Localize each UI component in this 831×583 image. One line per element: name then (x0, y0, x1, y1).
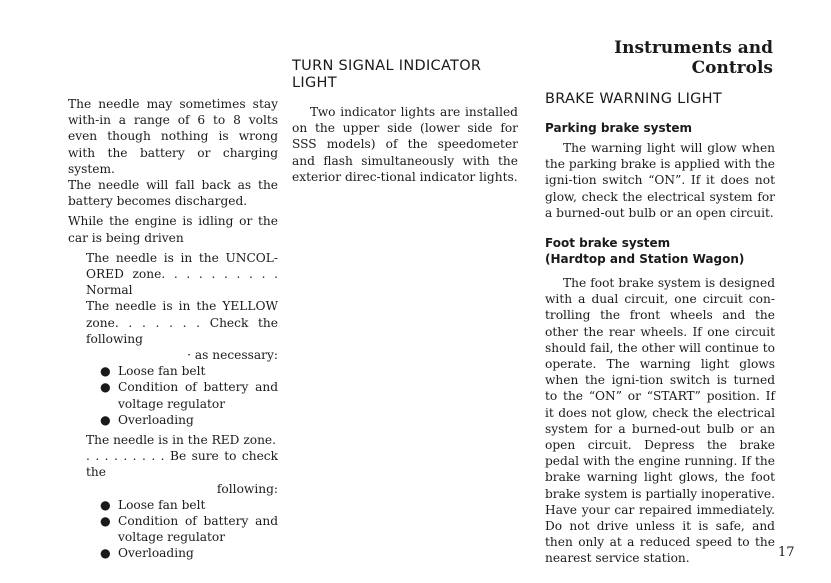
page-number: 17 (778, 545, 795, 560)
chapter-title: Instruments and Controls (614, 38, 773, 78)
bullet-icon: ● (100, 364, 111, 379)
middle-column (292, 58, 518, 185)
red-zone-instruction: . . . . . . . . . Be sure to check the (86, 449, 278, 480)
turn-signal-paragraph: Two indicator lights are installed on the upper side (lower side for SSS models) of the speedometer and flash simultaneously with the exterior direc-tional indicator lights. (292, 105, 518, 184)
right-column (545, 38, 775, 567)
bullet-icon: ● (100, 380, 111, 395)
brake-warning-heading: BRAKE WARNING LIGHT (545, 91, 723, 107)
foot-brake-subheading: (Hardtop and Station Wagon) (545, 252, 745, 267)
parking-brake-heading: Parking brake system (545, 121, 692, 135)
voltmeter-note-paragraph: The needle may sometimes stay with-in a range of 6 to 8 volts even though nothing is wrong with the battery or charging system. (68, 97, 278, 176)
list-item: ● Loose fan belt (100, 497, 206, 512)
foot-brake-paragraph: The foot brake system is designed with a dual circuit, one circuit con-trolling the front wheels and the other the rear wheels. If one circuit should fail, the other will continue to operate. The warning light glows when the igni-tion switch is turned to the “ON” or “START” position. If it does not glow, check the electrical system for a burned-out bulb or an open circuit. Depress the brake pedal with the engine running. If the brake warning light glows, the foot brake system is partially inoperative. Have your car repaired immediately. Do not drive unless it is safe, and then only at a reduced speed to the nearest service station. (545, 276, 775, 566)
list-item: ● Condition of battery and voltage regulator (100, 380, 278, 411)
parking-brake-paragraph: The warning light will glow when the parking brake is applied with the igni-tion switch “ON”. If it does not glow, check the electrical system for a burned-out bulb or an open circuit. (545, 141, 775, 220)
bullet-icon: ● (100, 514, 111, 529)
red-zone-continuation: following: (216, 481, 278, 496)
yellow-zone-text: The needle is in the YELLOW zone. . . . . . . Check the following (86, 299, 278, 346)
left-column (68, 96, 278, 562)
idling-paragraph: While the engine is idling or the car is being driven (68, 214, 278, 245)
list-item: ● Loose fan belt (100, 364, 206, 379)
discharge-note-paragraph: The needle will fall back as the battery becomes discharged. (68, 178, 278, 209)
bullet-icon: ● (100, 546, 111, 561)
red-zone-text: The needle is in the RED zone. (86, 433, 277, 448)
yellow-zone-continuation: · as necessary: (187, 348, 278, 363)
bullet-icon: ● (100, 412, 111, 427)
uncolored-zone-text: The needle is in the UNCOL-ORED zone. . . . . . . . . . Normal (86, 250, 278, 298)
red-zone-list (68, 497, 278, 562)
bullet-icon: ● (100, 497, 111, 512)
turn-signal-heading: TURN SIGNAL INDICATOR LIGHT (292, 58, 482, 91)
list-item: ● Condition of battery and voltage regulator (100, 514, 278, 545)
yellow-zone-list (68, 363, 278, 428)
foot-brake-heading: Foot brake system (545, 236, 671, 251)
list-item: ● Overloading (100, 412, 194, 427)
list-item: ● Overloading (100, 546, 194, 561)
